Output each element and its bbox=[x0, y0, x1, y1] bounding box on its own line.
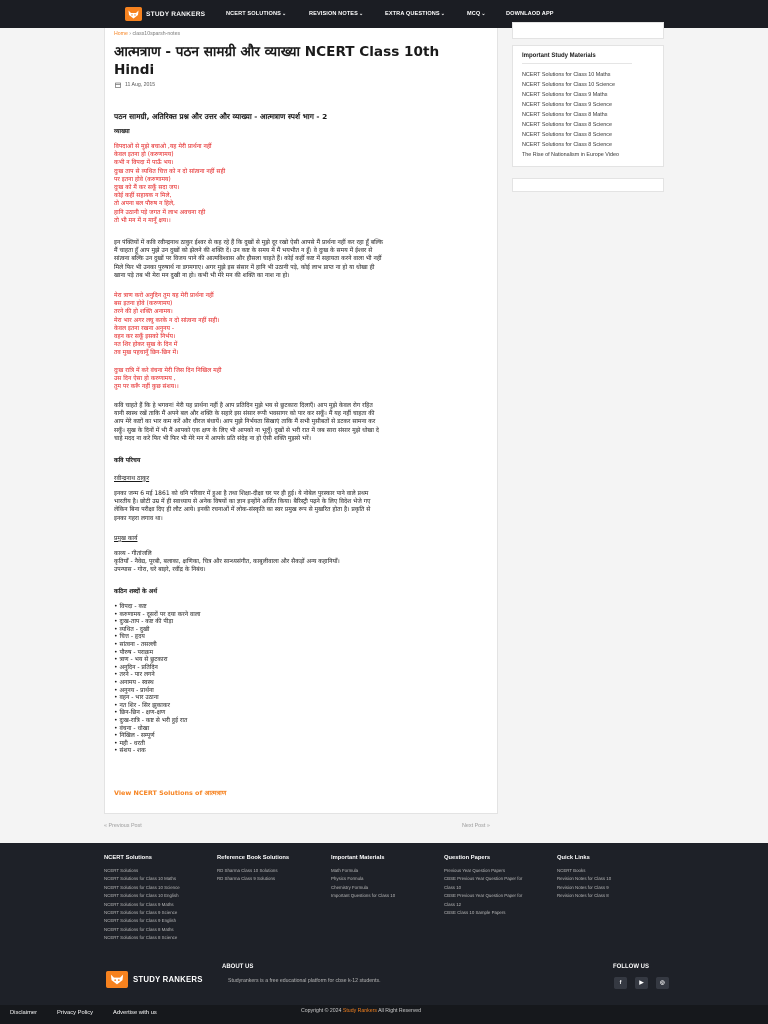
list-item: • मही - धरती bbox=[114, 739, 145, 747]
post-date: 11 Aug, 2015 bbox=[115, 82, 155, 88]
poem-line: तव मुख पहचानूँ छिन-छिन में। bbox=[114, 349, 179, 357]
disclaimer-link[interactable]: Disclaimer bbox=[10, 1010, 38, 1016]
brand-logo[interactable] bbox=[125, 7, 205, 21]
youtube-icon[interactable]: ▶ bbox=[635, 977, 648, 989]
pramukh-karya-heading: प्रमुख कार्य bbox=[114, 535, 138, 542]
list-item: • निखिल - सम्पूर्ण bbox=[114, 732, 155, 740]
poem-line: विपदाओं से मुझे बचाओ ,यह मेरी प्रार्थना नहीं bbox=[114, 143, 212, 150]
nav-ncert-solutions[interactable]: NCERT SOLUTIONS⌄ bbox=[226, 11, 287, 17]
poem-line: मेरा त्राण करो अनुदिन तुम यह मेरी प्रार्थना नहीं bbox=[114, 292, 214, 299]
poem-line: बस इतना होवे (करुणामय) bbox=[114, 300, 173, 308]
poem-stanza-1 bbox=[114, 143, 484, 225]
facebook-icon[interactable]: f bbox=[614, 977, 627, 989]
list-item: • अनामय - स्वस्थ bbox=[114, 678, 154, 686]
list-item: • वंचना - धोखा bbox=[114, 724, 150, 732]
footer-link[interactable]: CBSE Previous Year Question Paper for bbox=[444, 893, 523, 899]
footer-col-materials bbox=[331, 867, 395, 901]
footer-link[interactable]: Math Formula bbox=[331, 868, 359, 873]
footer-link[interactable]: NCERT Solutions for Class 9 Science bbox=[104, 909, 178, 915]
kavi-parichay-heading: कवि परिचय bbox=[114, 457, 141, 464]
footer-col-title: Question Papers bbox=[444, 855, 491, 861]
poem-stanza-3 bbox=[114, 367, 484, 392]
footer-link[interactable]: Class 12 bbox=[444, 901, 462, 907]
footer-brand-logo[interactable] bbox=[106, 971, 203, 988]
fox-logo-icon bbox=[106, 971, 128, 988]
sidebar-link[interactable]: NCERT Solutions for Class 9 Science bbox=[522, 102, 612, 108]
sidebar-heading: Important Study Materials bbox=[522, 53, 596, 59]
poem-line: मेरा भार अगर लघु करके न दो सांत्वना नहीं सही। bbox=[114, 316, 220, 324]
footer-link[interactable]: Chemistry Formula bbox=[331, 884, 369, 890]
list-item: • नत शिर - सिर झुकाकर bbox=[114, 701, 170, 709]
nav-extra-questions[interactable]: EXTRA QUESTIONS⌄ bbox=[385, 11, 446, 17]
footer-link[interactable]: Revision Notes for Class 10 bbox=[557, 876, 612, 882]
footer-link[interactable]: NCERT Solutions for Class 10 English bbox=[104, 893, 179, 899]
footer-col-reference bbox=[217, 867, 278, 884]
poem-line: दुःख को मैं कर सकूँ सदा जय। bbox=[114, 183, 180, 191]
poem-line: कोई कहीं सहायक न मिले, bbox=[114, 192, 172, 200]
footer-link[interactable]: CBSE Previous Year Question Paper for bbox=[444, 876, 523, 882]
poet-name: रवीन्द्रनाथ ठाकुर bbox=[114, 475, 150, 482]
footer-link[interactable]: Revision Notes for Class 9 bbox=[557, 884, 609, 890]
explanation-paragraph-1: इन पंक्तियों में कवि रवीन्द्रनाथ ठाकुर ईश्वर से कह रहे हैं कि दुखों से मुझे दूर रखो ऐसी आपसे मैं प्रार्थना नहीं कर रहा हूँ बल्कि मैं चाहता हूँ आप मुझे उन दुखों को झेलने की शक्ति दें। उन कष्ट के समय में मैं भयभीत न हूँ। वे दुःख के समय में ईश्वर से सांत्वना बल्कि उन दुखों पर विजय पाने की आत्मविश्वास और हौसला चाहते हैं। कोई कहीं कष्ट में सहायता करने वाला भी नहीं मिले फिर भी उनका पुरुषार्थ ना डगमगाए। अगर मुझे इस संसार में हानि भी उठानी पड़े, कोई लाभ प्राप्त ना हो या धोखा ही खाना पड़े तब भी मेरा मन दुखी ना हो। कभी भी मेरे मन की शक्ति का नाश ना हो। bbox=[114, 239, 383, 279]
instagram-icon[interactable]: ◎ bbox=[656, 977, 669, 989]
explanation-paragraph-2: कवि चाहते हैं कि हे भगवन! मेरी यह प्रार्थना नहीं है आप प्रतिदिन मुझे भय से छुटकारा दिलाएँ। आप मुझे केवल रोग रहित यानी स्वस्थ रखें ताकि मैं अपने बल और शक्ति के सहारे इस संसार रूपी भवसागर को पार कर सकूँ। मैं यह नहीं चाहता की आप मेरे कष्टों का भार कम करें और धीरज बंधायें। आप मुझे निर्भयता सिखाएं ताकि मैं सभी मुसीबतों से डटकर सामना कर सकूँ। सुख के दिनों में भी मैं आपको एक क्षण के लिए भी आपको ना भूलूँ। दुखों से भरी रात में जब सारा संसार मुझे धोखा दे चाहे मदद ना करे फिर भी फिर भी मेरे मन में आपके प्रति संदेह ना हो ऐसी शक्ति मुझसे भरें। bbox=[114, 402, 379, 442]
privacy-policy-link[interactable]: Privacy Policy bbox=[57, 1010, 94, 1016]
section-heading: पठन सामग्री, अतिरिक्त प्रश्न और उत्तर और व्याख्या - आत्मत्राण स्पर्श भाग - 2 bbox=[114, 112, 328, 121]
sidebar-link[interactable]: NCERT Solutions for Class 10 Science bbox=[522, 82, 615, 88]
about-us-heading: ABOUT US bbox=[222, 964, 254, 970]
poem-line: दुःख रात्रि में करे वंचना मेरी जिस दिन निखिल मही bbox=[114, 367, 222, 374]
poem-line: कभी न विपदा में पाऊँ भय। bbox=[114, 159, 174, 167]
footer-link[interactable]: NCERT Books bbox=[557, 868, 586, 873]
footer-link[interactable]: NCERT Solutions for Class 9 Maths bbox=[104, 901, 174, 907]
sidebar-divider bbox=[522, 63, 632, 64]
previous-post-link[interactable]: « Previous Post bbox=[104, 823, 142, 829]
fox-logo-icon bbox=[125, 7, 142, 21]
list-item: • वहन - भार उठाना bbox=[114, 694, 159, 702]
poem-line: तरने की हो शक्ति अनामय। bbox=[114, 308, 173, 316]
poem-line: उस दिन ऐसा हो करुणामय , bbox=[114, 375, 176, 383]
footer-link[interactable]: NCERT Solutions bbox=[104, 868, 139, 873]
list-item: • अनुनय - प्रार्थना bbox=[114, 686, 154, 694]
page-title: आत्मत्राण - पठन सामग्री और व्याख्या NCERT Class 10th Hindi bbox=[114, 44, 440, 78]
footer-link[interactable]: Previous Year Question Papers bbox=[444, 868, 506, 873]
footer-link[interactable]: NCERT Solutions for Class 9 English bbox=[104, 918, 177, 924]
footer-link[interactable]: NCERT Solutions for Class 8 Science bbox=[104, 935, 178, 941]
sidebar-link[interactable]: NCERT Solutions for Class 8 Maths bbox=[522, 112, 608, 118]
footer-link[interactable]: NCERT Solutions for Class 10 Science bbox=[104, 884, 180, 890]
footer-brand-name: STUDY RANKERS bbox=[133, 975, 203, 984]
copyright-text: Copyright © 2024 Study Rankers All Right Reserved bbox=[301, 1008, 422, 1014]
nav-revision-notes[interactable]: REVISION NOTES⌄ bbox=[309, 11, 364, 17]
poem-line: पर इतना होवे (करुणामय) bbox=[114, 175, 171, 183]
list-item: • पौरुष - पराक्रम bbox=[114, 648, 154, 656]
advertise-link[interactable]: Advertise with us bbox=[113, 1010, 157, 1016]
breadcrumb-home[interactable]: Home bbox=[114, 31, 128, 37]
poem-line: तुम पर करूँ नहीं कुछ संशय।। bbox=[114, 383, 179, 391]
footer-col-title: Important Materials bbox=[331, 855, 385, 861]
brand-name: STUDY RANKERS bbox=[146, 10, 206, 18]
footer-col-papers bbox=[444, 867, 522, 917]
list-item: • सांत्वना - तसल्ली bbox=[114, 640, 157, 648]
list-item: • करुणामय - दूसरों पर दया करने वाला bbox=[114, 610, 201, 618]
list-item: • दुःख-रात्रि - कष्ट से भरी हुई रात bbox=[114, 716, 188, 724]
list-item: • त्राण - भय से छुटकारा bbox=[114, 656, 168, 664]
sidebar-widget-top bbox=[512, 22, 664, 39]
sidebar-widget-bottom bbox=[512, 178, 664, 192]
poem-line: नत शिर होकर सुख के दिन में bbox=[114, 341, 178, 349]
kathin-shabd-heading: कठिन शब्दों के अर्थ bbox=[114, 588, 158, 595]
about-us-text: Studyrankers is a free educational platform for cbse k-12 students. bbox=[228, 978, 381, 984]
list-item: • तरने - पार लगने bbox=[114, 671, 155, 679]
list-item: • संशय - शक bbox=[114, 747, 146, 755]
list-item: • व्यथित - दुखी bbox=[114, 625, 150, 633]
follow-us-heading: FOLLOW US bbox=[613, 964, 649, 970]
view-ncert-solutions-link[interactable]: View NCERT Solutions of आत्मत्राण bbox=[114, 789, 227, 797]
footer-link[interactable]: RD Sharma Class 9 Solutions bbox=[217, 876, 276, 882]
sidebar-link[interactable]: NCERT Solutions for Class 8 Science bbox=[522, 142, 612, 148]
list-item: • अनुदिन - प्रतिदिन bbox=[114, 663, 158, 671]
sidebar-link[interactable]: NCERT Solutions for Class 8 Science bbox=[522, 132, 612, 138]
chevron-down-icon: ⌄ bbox=[440, 11, 446, 17]
footer-link[interactable]: Class 10 bbox=[444, 884, 462, 890]
nav-download-app[interactable]: DOWNLAOD APP bbox=[506, 11, 554, 17]
footer-col-title: NCERT Solutions bbox=[104, 855, 152, 861]
footer-link[interactable]: NCERT Solutions for Class 8 Maths bbox=[104, 926, 174, 932]
poem-line: वहन कर सकूँ इसको निर्भय। bbox=[114, 332, 176, 340]
next-post-link[interactable]: Next Post » bbox=[462, 823, 490, 829]
sidebar-link-list bbox=[522, 71, 619, 161]
copyright-brand[interactable]: Study Rankers bbox=[342, 1008, 377, 1014]
word-meanings-list bbox=[114, 603, 414, 755]
poem-line: तो अपना बल पौरुष न हिले, bbox=[114, 200, 175, 208]
sidebar-link[interactable]: NCERT Solutions for Class 9 Maths bbox=[522, 92, 608, 98]
breadcrumb-current[interactable]: class10sparsh-notes bbox=[132, 31, 181, 37]
list-item: • छिन-छिन - क्षण-क्षण bbox=[114, 709, 166, 717]
breadcrumb: Home › class10sparsh-notes bbox=[114, 31, 181, 37]
list-item: • चित्त - हृदय bbox=[114, 633, 145, 641]
footer-link[interactable]: Physics Formula bbox=[331, 876, 364, 882]
sidebar-link[interactable]: NCERT Solutions for Class 8 Science bbox=[522, 122, 612, 128]
list-item: • विपदा - कष्ट bbox=[114, 603, 147, 610]
list-item: • दुःख-ताप - कष्ट की पीड़ा bbox=[114, 618, 174, 626]
poem-line: दुःख ताप से व्यथित चित्त को न दो सांत्वना नहीं सही bbox=[114, 167, 226, 175]
footer-col-quick bbox=[557, 867, 611, 901]
footer-link[interactable]: RD Sharma Class 10 Solutions bbox=[217, 868, 278, 873]
poet-biography: इनका जन्म 6 मई 1861 को धनि परिवार में हुआ है तथा शिक्षा-दीक्षा घर पर ही हुई। ये नोबेल पुरस्कार पाने वाले प्रथम भारतीय है। छोटी उम्र में ही स्वाध्याय से अनेक विषयों का ज्ञान इन्होंने अर्जित किया। बैरिस्ट्री पढ़ने के लिए विदेश भेजे गए लेकिन बिना परीक्षा दिए ही लौट आये। इनकी रचनाओं में लोक-संस्कृति का स्वर प्रमुख रूप से मुखरित होता है। प्रकृति से इनका गहरा लगाव था। bbox=[114, 490, 371, 522]
footer-col-ncert bbox=[104, 867, 180, 943]
poem-line: हानि उठानी पड़े जगत में लाभ अवचना रही bbox=[114, 208, 206, 216]
major-works-list: काव्य - गीतांजलि कृतियाँ - नैवेद्य, पूरबी, बलाका, क्षणिका, चित्र और सान्ध्यसंगीत, काबुलीवाला और सैकड़ों अन्य कहानियाँ। उपन्यास - गोरा, घरे बाइरे, रवींद्र के निबंध। bbox=[114, 550, 340, 574]
poem-stanza-2 bbox=[114, 292, 484, 358]
nav-mcq[interactable]: MCQ⌄ bbox=[467, 11, 486, 17]
calendar-icon bbox=[115, 82, 121, 88]
sidebar-link[interactable]: The Rise of Nationalism in Europe Video bbox=[522, 152, 619, 158]
footer-link[interactable]: NCERT Solutions for Class 10 Maths bbox=[104, 876, 177, 882]
poem-line: केवल इतना हो (करुणामय) bbox=[114, 151, 174, 159]
footer-col-title: Quick Links bbox=[557, 855, 590, 861]
poem-line: तो भी मन में न मानूँ क्षय।। bbox=[114, 216, 171, 224]
chevron-down-icon: ⌄ bbox=[358, 11, 364, 17]
vyakhya-label: व्याख्या bbox=[114, 128, 130, 135]
footer-link[interactable]: Revision Notes for Class 8 bbox=[557, 893, 609, 899]
footer-link[interactable]: Important Questions for Class 10 bbox=[331, 893, 396, 899]
poem-line: केवल इतना रखना अनुनय - bbox=[114, 324, 175, 332]
footer-col-title: Reference Book Solutions bbox=[217, 855, 290, 861]
chevron-down-icon: ⌄ bbox=[481, 11, 486, 17]
sidebar-link[interactable]: NCERT Solutions for Class 10 Maths bbox=[522, 72, 611, 78]
footer-link[interactable]: CBSE Class 10 Sample Papers bbox=[444, 909, 506, 915]
chevron-down-icon: ⌄ bbox=[281, 11, 287, 17]
